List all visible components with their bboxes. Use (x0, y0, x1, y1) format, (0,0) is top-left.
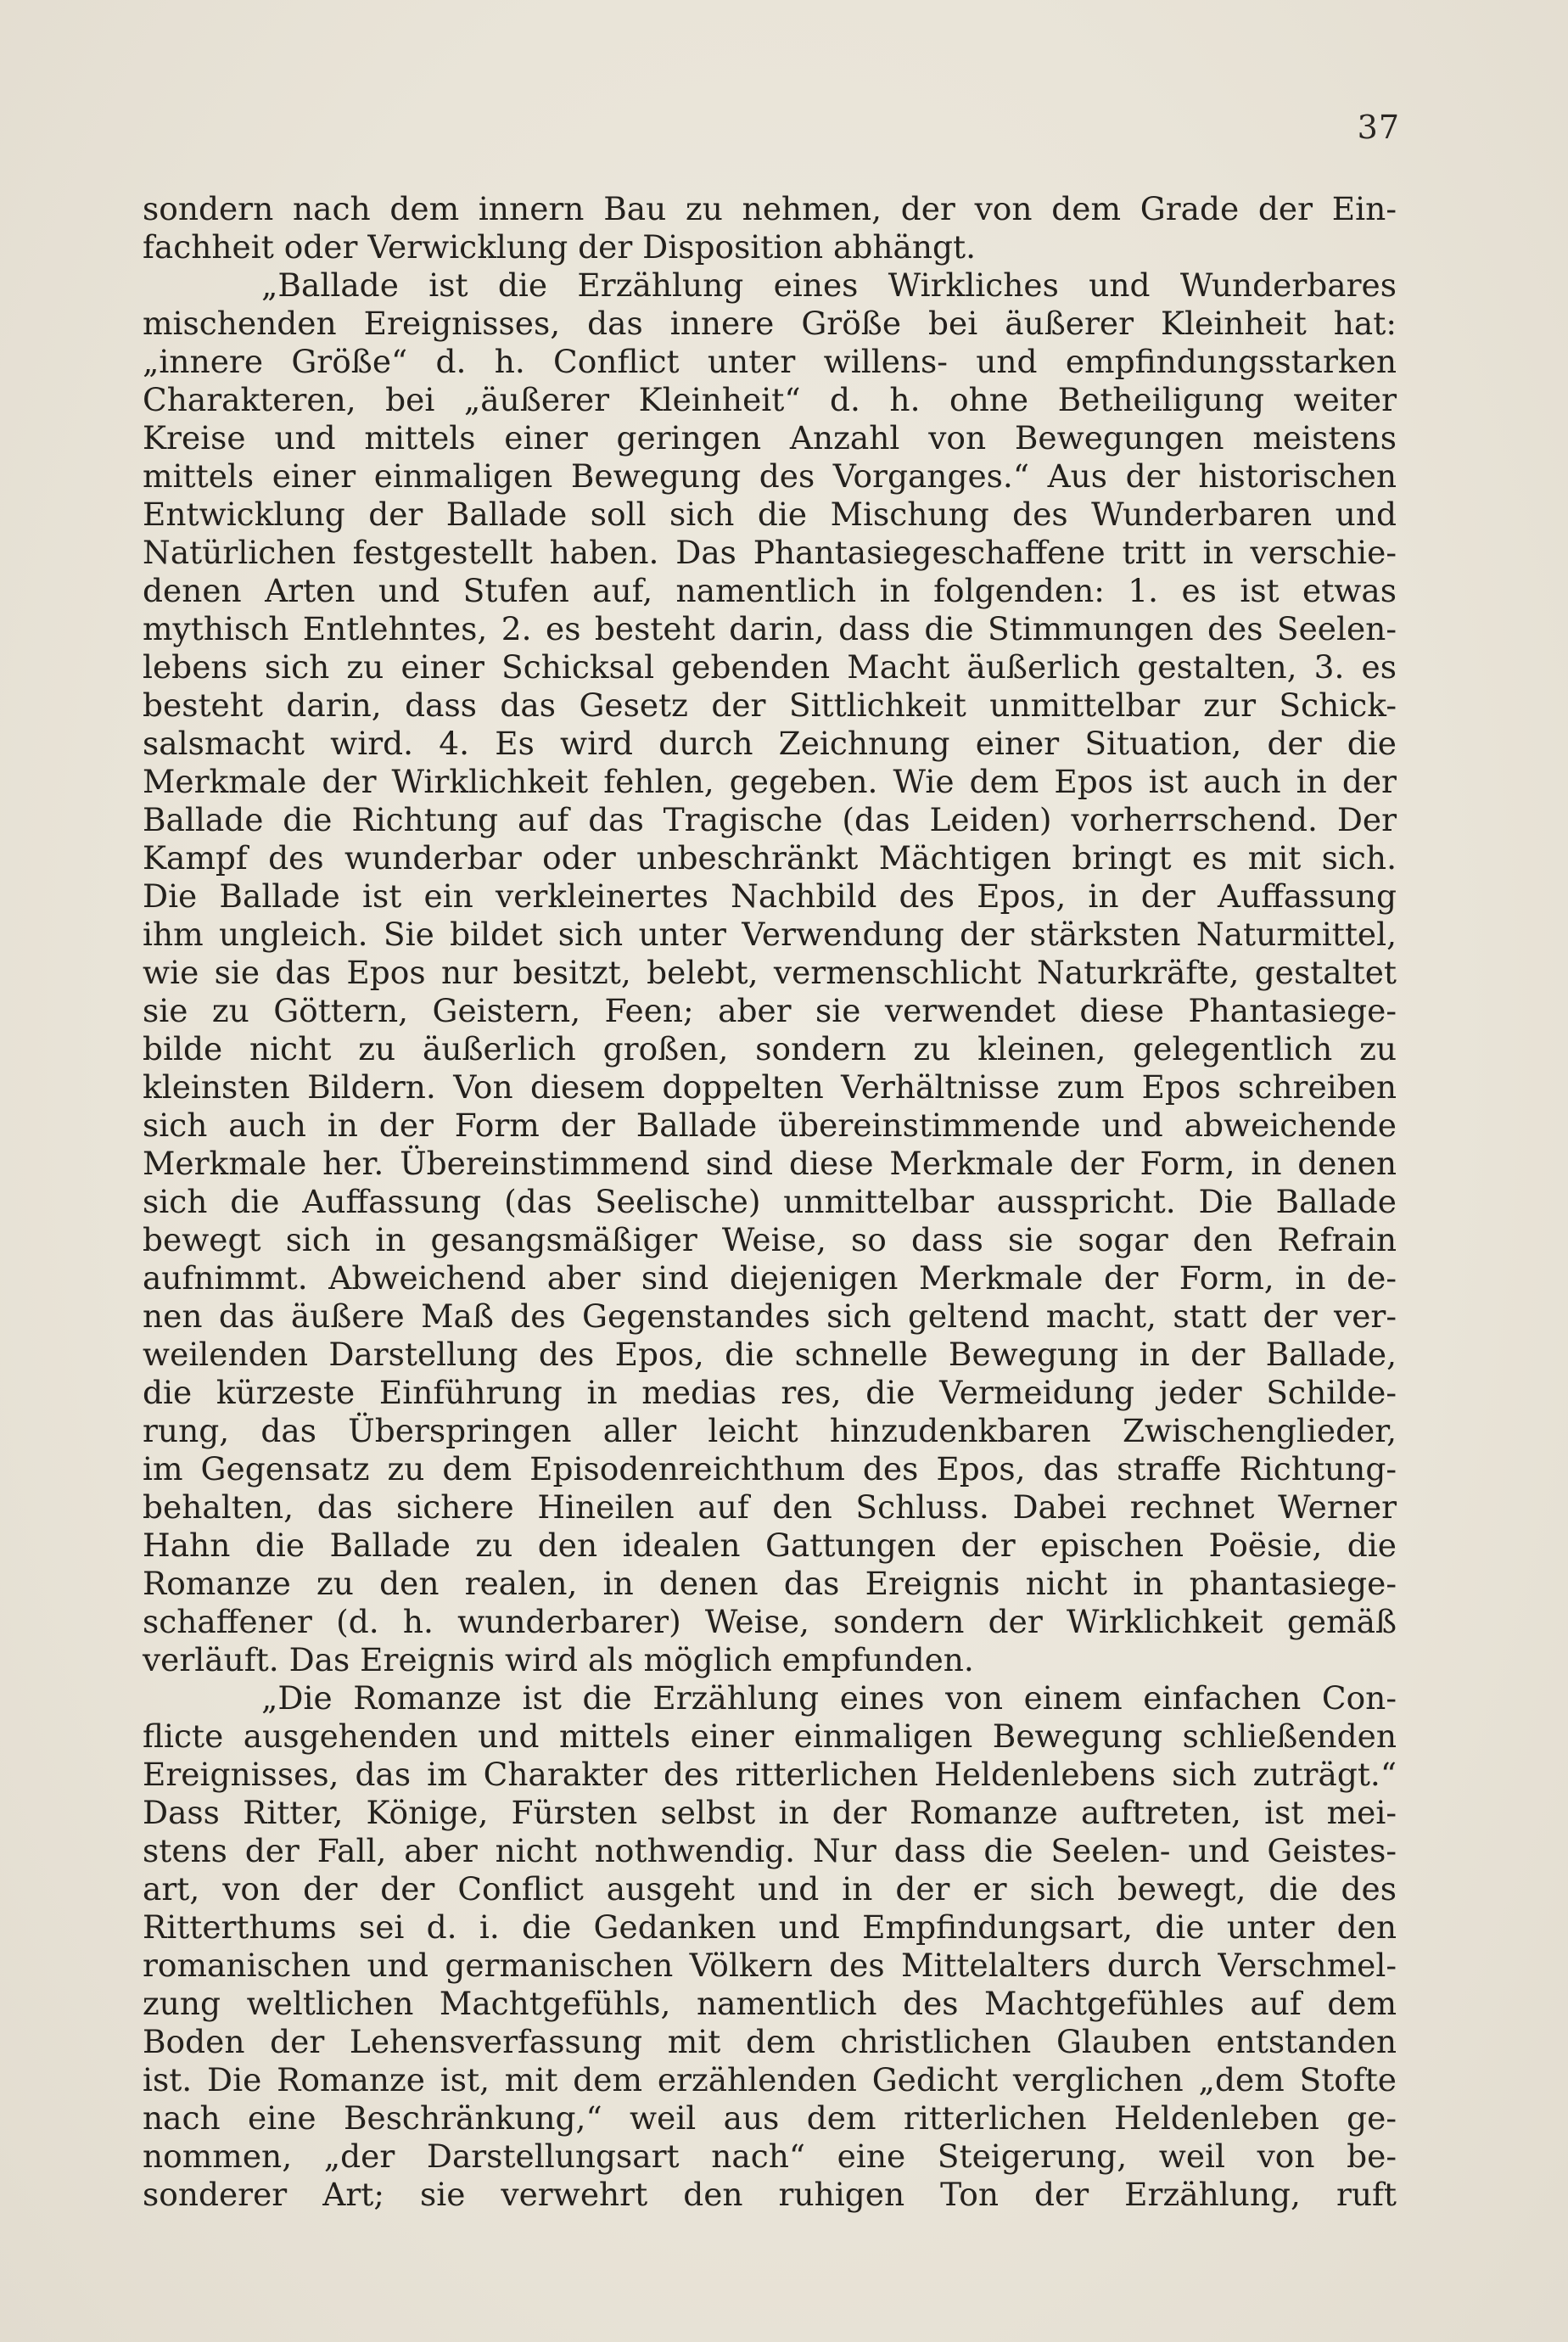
text-line: Ereignisses, das im Charakter des ritterlichen Heldenlebens sich zuträgt.“ (143, 1756, 1397, 1793)
text-line: Merkmale der Wirklichkeit fehlen, gegeben. Wie dem Epos ist auch in der (143, 763, 1397, 800)
text-line: mythisch Entlehntes, 2. es besteht darin, dass die Stimmungen des Seelen- (143, 610, 1397, 647)
text-line: stens der Fall, aber nicht nothwendig. Nur dass die Seelen- und Geistes- (143, 1832, 1397, 1869)
text-line: Dass Ritter, Könige, Fürsten selbst in der Romanze auftreten, ist mei- (143, 1794, 1397, 1831)
text-line: nen das äußere Maß des Gegenstandes sich geltend macht, statt der ver- (143, 1297, 1397, 1335)
text-line: salsmacht wird. 4. Es wird durch Zeichnung einer Situation, der die (143, 725, 1397, 762)
text-line: sondern nach dem innern Bau zu nehmen, der von dem Grade der Ein- (143, 190, 1397, 227)
text-line: Romanze zu den realen, in denen das Ereignis nicht in phantasiege- (143, 1565, 1397, 1602)
text-line: Boden der Lehensverfassung mit dem christlichen Glauben entstanden (143, 2023, 1397, 2060)
text-line: verläuft. Das Ereignis wird als möglich empfunden. (143, 1641, 974, 1678)
text-line: ist. Die Romanze ist, mit dem erzählenden Gedicht verglichen „dem Stofte (143, 2061, 1397, 2098)
text-line: lebens sich zu einer Schicksal gebenden Macht äußerlich gestalten, 3. es (143, 648, 1397, 686)
text-line: mischenden Ereignisses, das innere Größe bei äußerer Kleinheit hat: (143, 305, 1397, 342)
text-line: behalten, das sichere Hineilen auf den Schluss. Dabei rechnet Werner (143, 1488, 1397, 1526)
text-line: ihm ungleich. Sie bildet sich unter Verwendung der stärksten Naturmittel, (143, 916, 1397, 953)
text-line: „innere Größe“ d. h. Conflict unter willens- und empfindungsstarken (143, 343, 1397, 380)
text-line: Kampf des wunderbar oder unbeschränkt Mächtigen bringt es mit sich. (143, 839, 1397, 877)
text-line: besteht darin, dass das Gesetz der Sittlichkeit unmittelbar zur Schick- (143, 686, 1397, 724)
text-line: mittels einer einmaligen Bewegung des Vorganges.“ Aus der historischen (143, 457, 1397, 495)
text-line: nommen, „der Darstellungsart nach“ eine Steigerung, weil von be- (143, 2137, 1397, 2175)
text-line: „Die Romanze ist die Erzählung eines von einem einfachen Con- (261, 1679, 1397, 1717)
text-line: Die Ballade ist ein verkleinertes Nachbild des Epos, in der Auffassung (143, 877, 1397, 915)
text-line: weilenden Darstellung des Epos, die schnelle Bewegung in der Ballade, (143, 1336, 1397, 1373)
text-line: die kürzeste Einführung in medias res, die Vermeidung jeder Schilde- (143, 1374, 1397, 1411)
page-number: 37 (1357, 109, 1400, 146)
text-line: Hahn die Ballade zu den idealen Gattungen der epischen Poësie, die (143, 1527, 1397, 1564)
text-line: Charakteren, bei „äußerer Kleinheit“ d. h. ohne Betheiligung weiter (143, 381, 1397, 418)
text-line: Natürlichen festgestellt haben. Das Phantasiegeschaffene tritt in verschie- (143, 534, 1397, 571)
text-line: rung, das Überspringen aller leicht hinzudenkbaren Zwischenglieder, (143, 1412, 1397, 1449)
text-line: schaffener (d. h. wunderbarer) Weise, sondern der Wirklichkeit gemäß (143, 1603, 1397, 1640)
text-line: flicte ausgehenden und mittels einer einmaligen Bewegung schließenden (143, 1717, 1397, 1755)
text-line: denen Arten und Stufen auf, namentlich in folgenden: 1. es ist etwas (143, 572, 1397, 609)
text-line: bewegt sich in gesangsmäßiger Weise, so dass sie sogar den Refrain (143, 1221, 1397, 1258)
text-line: Ballade die Richtung auf das Tragische (das Leiden) vorherrschend. Der (143, 801, 1397, 838)
text-line: aufnimmt. Abweichend aber sind diejenigen Merkmale der Form, in de- (143, 1259, 1397, 1297)
text-line: Kreise und mittels einer geringen Anzahl von Bewegungen meistens (143, 419, 1397, 457)
body-text (143, 190, 1397, 2214)
text-line: fachheit oder Verwicklung der Disposition abhängt. (143, 228, 977, 266)
text-line: Ritterthums sei d. i. die Gedanken und Empfindungsart, die unter den (143, 1908, 1397, 1946)
text-line: zung weltlichen Machtgefühls, namentlich des Machtgefühles auf dem (143, 1985, 1397, 2022)
text-line: Entwicklung der Ballade soll sich die Mischung des Wunderbaren und (143, 496, 1397, 533)
text-line: bilde nicht zu äußerlich großen, sondern zu kleinen, gelegentlich zu (143, 1030, 1397, 1067)
text-line: art, von der der Conflict ausgeht und in der er sich bewegt, die des (143, 1870, 1397, 1908)
text-line: im Gegensatz zu dem Episodenreichthum des Epos, das straffe Richtung- (143, 1450, 1397, 1488)
text-line: sich auch in der Form der Ballade übereinstimmende und abweichende (143, 1107, 1397, 1144)
text-line: sonderer Art; sie verwehrt den ruhigen Ton der Erzählung, ruft (143, 2176, 1397, 2213)
text-line: romanischen und germanischen Völkern des Mittelalters durch Verschmel- (143, 1947, 1397, 1984)
text-line: kleinsten Bildern. Von diesem doppelten Verhältnisse zum Epos schreiben (143, 1068, 1397, 1106)
text-line: sie zu Göttern, Geistern, Feen; aber sie verwendet diese Phantasiege- (143, 992, 1397, 1029)
text-line: „Ballade ist die Erzählung eines Wirkliches und Wunderbares (261, 266, 1397, 304)
text-line: nach eine Beschränkung,“ weil aus dem ritterlichen Heldenleben ge- (143, 2099, 1397, 2137)
text-line: Merkmale her. Übereinstimmend sind diese Merkmale der Form, in denen (143, 1145, 1397, 1182)
text-line: sich die Auffassung (das Seelische) unmittelbar ausspricht. Die Ballade (143, 1183, 1397, 1220)
text-line: wie sie das Epos nur besitzt, belebt, vermenschlicht Naturkräfte, gestaltet (143, 954, 1397, 991)
